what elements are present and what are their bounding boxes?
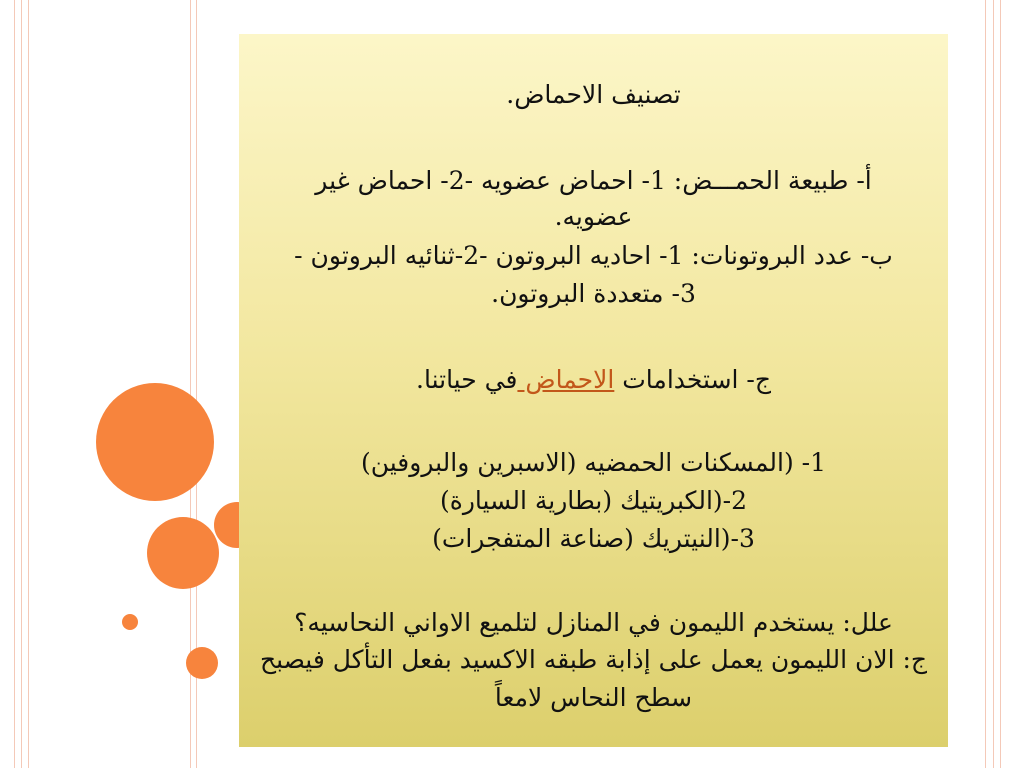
section-c-heading <box>239 365 948 395</box>
content-box <box>239 34 948 747</box>
decor-circle-medium <box>147 517 219 589</box>
section-c-prefix: ج- استخدامات <box>614 365 771 394</box>
decor-circle-tiny <box>122 614 138 630</box>
answer-line-2: سطح النحاس لامعاً <box>494 683 693 712</box>
decor-circle-large <box>96 383 214 501</box>
decor-line-8 <box>1000 0 1001 768</box>
use-item-1: 1- (المسكنات الحمضيه (الاسبرين والبروفين) <box>360 448 827 477</box>
decor-line-7 <box>993 0 994 768</box>
highlight-link[interactable]: الاحماض <box>517 365 615 394</box>
slide-title: تصنيف الاحماض. <box>506 80 681 109</box>
decor-line-3 <box>28 0 29 768</box>
section-a-line-1: أ- طبيعة الحمـــض: 1- احماض عضويه -2- احماض غير <box>315 166 872 195</box>
answer-line-1: ج: الان الليمون يعمل على إذابة طبقه الاكسيد بفعل التأكل فيصبح <box>259 645 928 674</box>
section-c-suffix: في حياتنا. <box>416 365 518 394</box>
decor-line-1 <box>14 0 15 768</box>
use-item-2: 2-(الكبريتيك (بطارية السيارة) <box>439 486 748 515</box>
decor-line-6 <box>985 0 986 768</box>
section-b-line-1: ب- عدد البروتونات: 1- احاديه البروتون -2-ثنائيه البروتون - <box>294 241 893 270</box>
section-a-line-2: عضويه. <box>554 202 633 231</box>
use-item-3: 3-(النيتريك (صناعة المتفجرات) <box>432 524 755 553</box>
decor-line-2 <box>21 0 22 768</box>
section-b-line-2: 3- متعددة البروتون. <box>491 279 696 308</box>
question-text: علل: يستخدم الليمون في المنازل لتلميع الاواني النحاسيه؟ <box>294 608 893 637</box>
decor-circle-small <box>186 647 218 679</box>
